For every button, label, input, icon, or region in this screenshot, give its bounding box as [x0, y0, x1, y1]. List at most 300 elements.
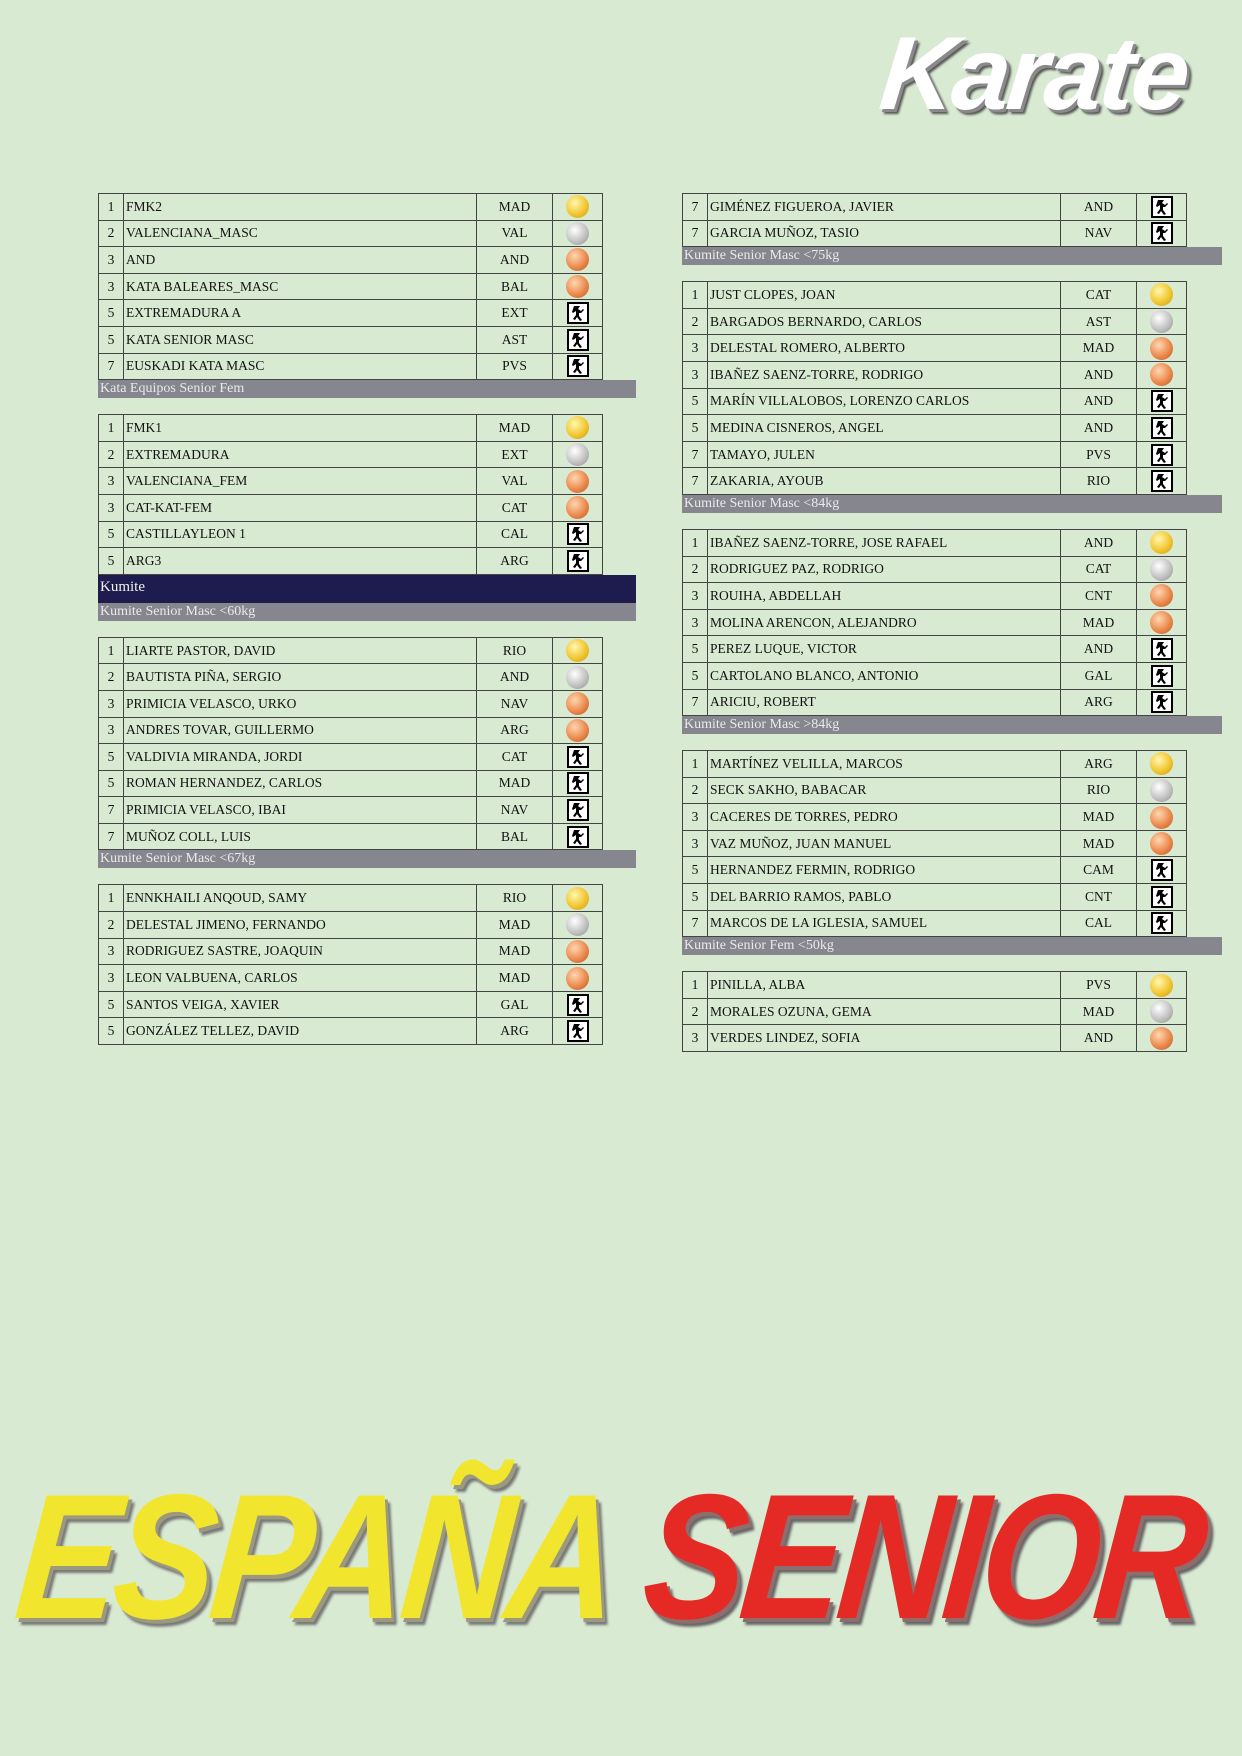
table-row — [99, 938, 603, 965]
position-cell: 3 — [683, 609, 708, 636]
medal-cell — [553, 912, 603, 939]
position-cell: 1 — [99, 415, 124, 442]
position-cell: 3 — [683, 335, 708, 362]
medal-cell — [1137, 998, 1187, 1025]
position-cell: 5 — [99, 300, 124, 327]
results-table — [98, 193, 603, 380]
table-row — [683, 609, 1187, 636]
medal-cell — [1137, 777, 1187, 804]
gold-medal-icon — [1150, 283, 1173, 306]
table-row — [99, 1018, 603, 1045]
position-cell: 3 — [99, 717, 124, 744]
medal-cell — [553, 494, 603, 521]
karate-fighter-icon — [567, 302, 589, 324]
name-cell: JUST CLOPES, JOAN — [708, 282, 1061, 309]
name-cell: IBAÑEZ SAENZ-TORRE, RODRIGO — [708, 361, 1061, 388]
medal-cell — [1137, 308, 1187, 335]
bronze-medal-icon — [1150, 832, 1173, 855]
name-cell: ANDRES TOVAR, GUILLERMO — [124, 717, 477, 744]
gold-medal-icon — [566, 887, 589, 910]
bronze-medal-icon — [566, 470, 589, 493]
table-row — [99, 494, 603, 521]
medal-cell — [1137, 361, 1187, 388]
medal-cell — [553, 770, 603, 797]
medal-cell — [1137, 972, 1187, 999]
results-table — [98, 414, 603, 575]
karate-fighter-icon — [1151, 390, 1173, 412]
table-row — [683, 636, 1187, 663]
medal-cell — [1137, 751, 1187, 778]
karate-fighter-icon — [1151, 886, 1173, 908]
results-table — [682, 971, 1187, 1052]
section-heading: Kumite — [98, 575, 636, 603]
gold-medal-icon — [566, 639, 589, 662]
title-word-senior: SENIOR — [636, 1457, 1211, 1656]
medal-cell — [1137, 609, 1187, 636]
team-cell: MAD — [1061, 804, 1137, 831]
team-cell: AST — [477, 326, 553, 353]
medal-cell — [1137, 220, 1187, 247]
team-cell: AND — [1061, 415, 1137, 442]
position-cell: 3 — [683, 830, 708, 857]
table-row — [683, 751, 1187, 778]
title-word-espana: ESPAÑA — [9, 1457, 617, 1656]
table-row — [683, 441, 1187, 468]
karate-fighter-icon — [567, 826, 589, 848]
name-cell: IBAÑEZ SAENZ-TORRE, JOSE RAFAEL — [708, 529, 1061, 556]
name-cell: EUSKADI KATA MASC — [124, 353, 477, 380]
bronze-medal-icon — [566, 692, 589, 715]
page-title — [9, 1457, 1211, 1656]
medal-cell — [1137, 910, 1187, 937]
team-cell: AND — [1061, 361, 1137, 388]
karate-fighter-icon — [1151, 470, 1173, 492]
table-row — [99, 353, 603, 380]
medal-cell — [553, 690, 603, 717]
name-cell: VAZ MUÑOZ, JUAN MANUEL — [708, 830, 1061, 857]
position-cell: 7 — [683, 220, 708, 247]
category-heading: Kata Equipos Senior Fem — [98, 380, 636, 398]
category-heading: Kumite Senior Masc <60kg — [98, 603, 636, 621]
medal-cell — [1137, 689, 1187, 716]
position-cell: 5 — [683, 636, 708, 663]
table-row — [683, 972, 1187, 999]
medal-cell — [1137, 441, 1187, 468]
position-cell: 2 — [683, 308, 708, 335]
team-cell: EXT — [477, 300, 553, 327]
name-cell: MARCOS DE LA IGLESIA, SAMUEL — [708, 910, 1061, 937]
medal-cell — [553, 885, 603, 912]
team-cell: MAD — [1061, 998, 1137, 1025]
table-row — [683, 335, 1187, 362]
medal-cell — [553, 823, 603, 850]
name-cell: MUÑOZ COLL, LUIS — [124, 823, 477, 850]
category-heading: Kumite Senior Masc <67kg — [98, 850, 636, 868]
position-cell: 5 — [683, 857, 708, 884]
team-cell: CAT — [1061, 556, 1137, 583]
position-cell: 1 — [99, 637, 124, 664]
name-cell: ROUIHA, ABDELLAH — [708, 583, 1061, 610]
name-cell: FMK2 — [124, 194, 477, 221]
team-cell: RIO — [477, 885, 553, 912]
bronze-medal-icon — [566, 719, 589, 742]
gold-medal-icon — [1150, 974, 1173, 997]
name-cell: HERNANDEZ FERMIN, RODRIGO — [708, 857, 1061, 884]
medal-cell — [1137, 415, 1187, 442]
medal-cell — [553, 637, 603, 664]
karate-fighter-icon — [567, 329, 589, 351]
name-cell: BAUTISTA PIÑA, SERGIO — [124, 664, 477, 691]
position-cell: 5 — [99, 548, 124, 575]
bronze-medal-icon — [1150, 611, 1173, 634]
name-cell: MOLINA ARENCON, ALEJANDRO — [708, 609, 1061, 636]
medal-cell — [1137, 804, 1187, 831]
medal-cell — [1137, 857, 1187, 884]
table-row — [683, 220, 1187, 247]
results-table — [682, 750, 1187, 937]
results-column-right — [682, 193, 1222, 1052]
position-cell: 5 — [683, 884, 708, 911]
name-cell: ENNKHAILI ANQOUD, SAMY — [124, 885, 477, 912]
name-cell: VERDES LINDEZ, SOFIA — [708, 1025, 1061, 1052]
bronze-medal-icon — [566, 248, 589, 271]
silver-medal-icon — [566, 443, 589, 466]
team-cell: CAT — [477, 494, 553, 521]
name-cell: ZAKARIA, AYOUB — [708, 468, 1061, 495]
position-cell: 5 — [99, 991, 124, 1018]
position-cell: 2 — [683, 777, 708, 804]
name-cell: VALENCIANA_MASC — [124, 220, 477, 247]
position-cell: 5 — [683, 388, 708, 415]
name-cell: GONZÁLEZ TELLEZ, DAVID — [124, 1018, 477, 1045]
team-cell: NAV — [477, 690, 553, 717]
name-cell: KATA SENIOR MASC — [124, 326, 477, 353]
silver-medal-icon — [1150, 310, 1173, 333]
category-heading: Kumite Senior Masc <75kg — [682, 247, 1222, 265]
team-cell: CAL — [1061, 910, 1137, 937]
karate-fighter-icon — [567, 550, 589, 572]
name-cell: SANTOS VEIGA, XAVIER — [124, 991, 477, 1018]
bronze-medal-icon — [1150, 1027, 1173, 1050]
team-cell: VAL — [477, 468, 553, 495]
karate-fighter-icon — [1151, 444, 1173, 466]
position-cell: 3 — [99, 965, 124, 992]
team-cell: NAV — [1061, 220, 1137, 247]
table-row — [683, 857, 1187, 884]
table-row — [683, 361, 1187, 388]
table-row — [99, 521, 603, 548]
medal-cell — [553, 548, 603, 575]
table-row — [683, 583, 1187, 610]
gold-medal-icon — [1150, 752, 1173, 775]
name-cell: LIARTE PASTOR, DAVID — [124, 637, 477, 664]
medal-cell — [1137, 884, 1187, 911]
table-row — [99, 273, 603, 300]
team-cell: MAD — [1061, 335, 1137, 362]
position-cell: 5 — [99, 744, 124, 771]
medal-cell — [1137, 335, 1187, 362]
medal-cell — [553, 247, 603, 274]
karate-fighter-icon — [1151, 638, 1173, 660]
position-cell: 1 — [99, 885, 124, 912]
team-cell: AND — [1061, 1025, 1137, 1052]
team-cell: PVS — [477, 353, 553, 380]
table-row — [99, 991, 603, 1018]
team-cell: MAD — [477, 965, 553, 992]
team-cell: MAD — [477, 938, 553, 965]
table-row — [99, 300, 603, 327]
karate-fighter-icon — [1151, 196, 1173, 218]
medal-cell — [553, 965, 603, 992]
position-cell: 7 — [99, 823, 124, 850]
name-cell: MEDINA CISNEROS, ANGEL — [708, 415, 1061, 442]
bronze-medal-icon — [566, 940, 589, 963]
table-row — [683, 415, 1187, 442]
position-cell: 3 — [683, 1025, 708, 1052]
team-cell: AND — [477, 247, 553, 274]
name-cell: GARCIA MUÑOZ, TASIO — [708, 220, 1061, 247]
table-row — [99, 247, 603, 274]
table-row — [99, 326, 603, 353]
team-cell: CAM — [1061, 857, 1137, 884]
medal-cell — [553, 468, 603, 495]
results-column-left — [98, 193, 638, 1045]
position-cell: 1 — [683, 751, 708, 778]
silver-medal-icon — [1150, 1000, 1173, 1023]
position-cell: 1 — [683, 972, 708, 999]
results-table — [682, 529, 1187, 716]
name-cell: PRIMICIA VELASCO, IBAI — [124, 797, 477, 824]
table-row — [683, 662, 1187, 689]
position-cell: 3 — [99, 938, 124, 965]
team-cell: ARG — [1061, 751, 1137, 778]
position-cell: 3 — [99, 494, 124, 521]
team-cell: CAT — [1061, 282, 1137, 309]
silver-medal-icon — [566, 666, 589, 689]
medal-cell — [553, 300, 603, 327]
silver-medal-icon — [566, 222, 589, 245]
table-row — [99, 744, 603, 771]
position-cell: 5 — [683, 415, 708, 442]
team-cell: AST — [1061, 308, 1137, 335]
name-cell: VALDIVIA MIRANDA, JORDI — [124, 744, 477, 771]
table-row — [99, 823, 603, 850]
karate-fighter-icon — [1151, 665, 1173, 687]
medal-cell — [1137, 830, 1187, 857]
team-cell: RIO — [477, 637, 553, 664]
team-cell: ARG — [477, 548, 553, 575]
name-cell: ARICIU, ROBERT — [708, 689, 1061, 716]
position-cell: 1 — [683, 282, 708, 309]
team-cell: BAL — [477, 273, 553, 300]
table-row — [99, 690, 603, 717]
gold-medal-icon — [566, 195, 589, 218]
bronze-medal-icon — [1150, 337, 1173, 360]
table-row — [683, 529, 1187, 556]
table-row — [683, 830, 1187, 857]
position-cell: 5 — [99, 521, 124, 548]
karate-fighter-icon — [567, 746, 589, 768]
table-row — [683, 194, 1187, 221]
position-cell: 3 — [99, 247, 124, 274]
medal-cell — [553, 194, 603, 221]
silver-medal-icon — [566, 913, 589, 936]
team-cell: CNT — [1061, 884, 1137, 911]
team-cell: MAD — [1061, 830, 1137, 857]
medal-cell — [553, 353, 603, 380]
medal-cell — [1137, 636, 1187, 663]
name-cell: BARGADOS BERNARDO, CARLOS — [708, 308, 1061, 335]
name-cell: PRIMICIA VELASCO, URKO — [124, 690, 477, 717]
table-row — [683, 282, 1187, 309]
name-cell: TAMAYO, JULEN — [708, 441, 1061, 468]
team-cell: MAD — [477, 415, 553, 442]
table-row — [99, 965, 603, 992]
team-cell: EXT — [477, 441, 553, 468]
karate-fighter-icon — [567, 994, 589, 1016]
table-row — [99, 797, 603, 824]
bronze-medal-icon — [1150, 584, 1173, 607]
medal-cell — [553, 521, 603, 548]
table-row — [99, 885, 603, 912]
position-cell: 7 — [99, 797, 124, 824]
karate-fighter-icon — [1151, 417, 1173, 439]
medal-cell — [553, 273, 603, 300]
name-cell: ROMAN HERNANDEZ, CARLOS — [124, 770, 477, 797]
position-cell: 2 — [683, 998, 708, 1025]
medal-cell — [553, 991, 603, 1018]
table-row — [683, 468, 1187, 495]
bronze-medal-icon — [1150, 806, 1173, 829]
table-row — [99, 441, 603, 468]
team-cell: PVS — [1061, 972, 1137, 999]
table-row — [683, 308, 1187, 335]
team-cell: AND — [477, 664, 553, 691]
position-cell: 3 — [99, 273, 124, 300]
position-cell: 3 — [99, 468, 124, 495]
table-row — [683, 998, 1187, 1025]
medal-cell — [1137, 1025, 1187, 1052]
team-cell: NAV — [477, 797, 553, 824]
karate-fighter-icon — [567, 523, 589, 545]
table-row — [683, 689, 1187, 716]
name-cell: DEL BARRIO RAMOS, PABLO — [708, 884, 1061, 911]
team-cell: BAL — [477, 823, 553, 850]
name-cell: CAT-KAT-FEM — [124, 494, 477, 521]
table-row — [99, 220, 603, 247]
position-cell: 7 — [683, 194, 708, 221]
medal-cell — [553, 326, 603, 353]
name-cell: EXTREMADURA A — [124, 300, 477, 327]
name-cell: CARTOLANO BLANCO, ANTONIO — [708, 662, 1061, 689]
table-row — [99, 912, 603, 939]
position-cell: 5 — [683, 662, 708, 689]
position-cell: 2 — [99, 664, 124, 691]
position-cell: 5 — [99, 326, 124, 353]
karate-fighter-icon — [567, 355, 589, 377]
medal-cell — [553, 441, 603, 468]
name-cell: MARTÍNEZ VELILLA, MARCOS — [708, 751, 1061, 778]
name-cell: GIMÉNEZ FIGUEROA, JAVIER — [708, 194, 1061, 221]
name-cell: DELESTAL JIMENO, FERNANDO — [124, 912, 477, 939]
position-cell: 2 — [683, 556, 708, 583]
table-row — [99, 637, 603, 664]
results-table — [682, 193, 1187, 247]
karate-fighter-icon — [1151, 859, 1173, 881]
medal-cell — [1137, 583, 1187, 610]
name-cell: RODRIGUEZ PAZ, RODRIGO — [708, 556, 1061, 583]
team-cell: RIO — [1061, 777, 1137, 804]
gold-medal-icon — [1150, 531, 1173, 554]
team-cell: MAD — [477, 194, 553, 221]
medal-cell — [553, 664, 603, 691]
category-heading: Kumite Senior Masc <84kg — [682, 495, 1222, 513]
name-cell: DELESTAL ROMERO, ALBERTO — [708, 335, 1061, 362]
results-table — [98, 637, 603, 851]
position-cell: 2 — [99, 912, 124, 939]
position-cell: 2 — [99, 220, 124, 247]
medal-cell — [553, 415, 603, 442]
team-cell: AND — [1061, 388, 1137, 415]
name-cell: VALENCIANA_FEM — [124, 468, 477, 495]
position-cell: 3 — [683, 804, 708, 831]
bronze-medal-icon — [566, 275, 589, 298]
results-table — [98, 884, 603, 1045]
medal-cell — [1137, 556, 1187, 583]
team-cell: ARG — [1061, 689, 1137, 716]
name-cell: KATA BALEARES_MASC — [124, 273, 477, 300]
name-cell: CACERES DE TORRES, PEDRO — [708, 804, 1061, 831]
bronze-medal-icon — [566, 967, 589, 990]
table-row — [99, 548, 603, 575]
name-cell: ARG3 — [124, 548, 477, 575]
medal-cell — [553, 938, 603, 965]
karate-fighter-icon — [1151, 691, 1173, 713]
team-cell: VAL — [477, 220, 553, 247]
table-row — [99, 468, 603, 495]
karate-fighter-icon — [1151, 222, 1173, 244]
team-cell: CNT — [1061, 583, 1137, 610]
position-cell: 7 — [99, 353, 124, 380]
team-cell: RIO — [1061, 468, 1137, 495]
position-cell: 2 — [99, 441, 124, 468]
medal-cell — [553, 744, 603, 771]
medal-cell — [553, 1018, 603, 1045]
medal-cell — [553, 797, 603, 824]
name-cell: CASTILLAYLEON 1 — [124, 521, 477, 548]
karate-logo: Karate — [875, 16, 1194, 132]
team-cell: GAL — [1061, 662, 1137, 689]
position-cell: 5 — [99, 1018, 124, 1045]
table-row — [99, 770, 603, 797]
name-cell: RODRIGUEZ SASTRE, JOAQUIN — [124, 938, 477, 965]
team-cell: AND — [1061, 194, 1137, 221]
position-cell: 7 — [683, 689, 708, 716]
team-cell: ARG — [477, 717, 553, 744]
silver-medal-icon — [1150, 779, 1173, 802]
karate-fighter-icon — [567, 799, 589, 821]
table-row — [683, 388, 1187, 415]
medal-cell — [1137, 662, 1187, 689]
position-cell: 1 — [683, 529, 708, 556]
name-cell: SECK SAKHO, BABACAR — [708, 777, 1061, 804]
position-cell: 1 — [99, 194, 124, 221]
table-row — [683, 804, 1187, 831]
category-heading: Kumite Senior Fem <50kg — [682, 937, 1222, 955]
medal-cell — [553, 717, 603, 744]
table-row — [99, 415, 603, 442]
position-cell: 3 — [683, 361, 708, 388]
